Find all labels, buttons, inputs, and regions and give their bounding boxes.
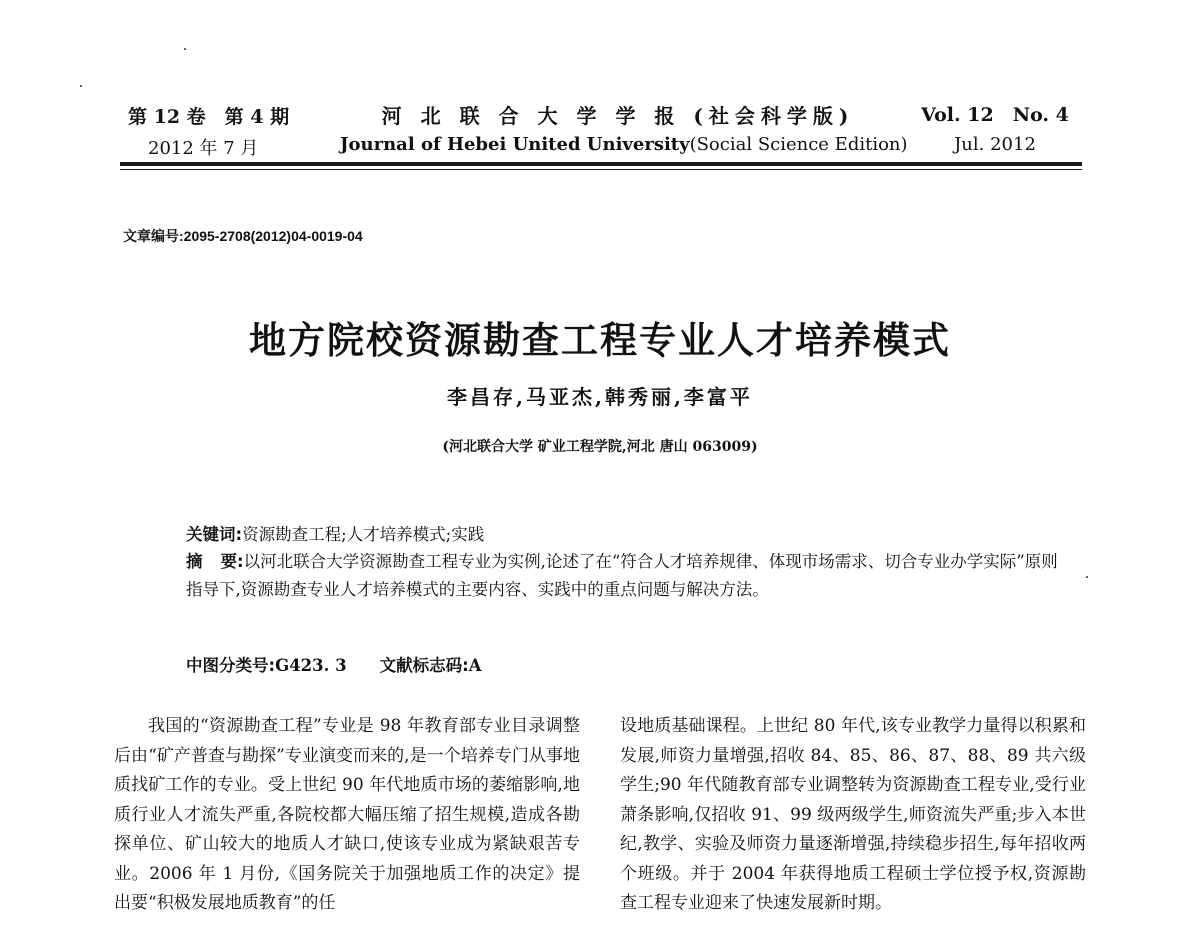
doc-code-label: 文献标志码:	[379, 656, 469, 675]
body-paragraph: 我国的“资源勘查工程”专业是 98 年教育部专业目录调整后由“矿产普查与勘探”专业演变而来的,是一个培养专门从事地质找矿工作的专业。受上世纪 90 年代地质市场的萎缩影响,地质行业人才流失严重,各院校都大幅压缩了招生规模,造成各勘探单位、矿山较大的地质人才缺口,使该专业成为紧缺艰苦专业。2006 年 1 月份,《国务院关于加强地质工作的决定》提出要“积极发展地质教育”的任	[114, 716, 580, 913]
keywords-text: 资源勘查工程;人才培养模式;实践	[242, 525, 485, 544]
scan-speck	[184, 48, 186, 50]
date-cn: 2012 年 7 月	[148, 138, 259, 159]
body-paragraph: 设地质基础课程。上世纪 80 年代,该专业教学力量得以积累和发展,师资力量增强,招收 84、85、86、87、88、89 共六级学生;90 年代随教育部专业调整转为资源勘查工程专业,受行业萧条影响,仅招收 91、99 级两级学生,师资流失严重;步入本世纪,教学、实验及师资力量逐渐增强,持续稳步招生,每年招收两个班级。并于 2004 年获得地质工程硕士学位授予权,资源勘查工程专业迎来了快速发展新时期。	[620, 716, 1086, 913]
journal-title-en	[340, 134, 908, 155]
scan-speck	[1086, 576, 1088, 578]
affiliation: (河北联合大学 矿业工程学院,河北 唐山 063009)	[442, 439, 758, 455]
abstract-label-a: 摘	[186, 552, 203, 571]
abstract-text: 以河北联合大学资源勘查工程专业为实例,论述了在“符合人才培养规律、体现市场需求、切合专业办学实际”原则指导下,资源勘查专业人才培养模式的主要内容、实践中的重点问题与解决方法。	[186, 552, 1058, 599]
scan-speck	[80, 85, 82, 87]
body-column-left	[114, 712, 580, 919]
doc-code-value: A	[468, 656, 482, 675]
keywords-label: 关键词:	[186, 525, 243, 544]
volume-issue-en: Vol. 12 No. 4	[921, 104, 1069, 126]
article-number: 文章编号:2095-2708(2012)04-0019-04	[123, 228, 363, 244]
volume-issue-cn: 第 12 卷 第 4 期	[128, 106, 290, 128]
date-en: Jul. 2012	[954, 134, 1036, 155]
keywords	[186, 521, 484, 545]
journal-edition-en: (Social Science Edition)	[689, 134, 908, 155]
classification	[186, 652, 482, 676]
body-column-right	[620, 712, 1086, 919]
clc-value: G423. 3	[275, 656, 347, 675]
abstract	[186, 548, 1066, 604]
abstract-label-b: 要:	[220, 552, 244, 571]
clc-label: 中图分类号:	[186, 656, 276, 675]
journal-title-cn: 河 北 联 合 大 学 学 报 (社会科学版)	[381, 104, 855, 128]
paper-title: 地方院校资源勘查工程专业人才培养模式	[249, 319, 951, 362]
header-rule-thick	[120, 162, 1082, 166]
author-list: 李昌存,马亚杰,韩秀丽,李富平	[447, 385, 753, 409]
header-rule-thin	[120, 169, 1082, 170]
journal-name-en: Journal of Hebei United University	[340, 134, 690, 155]
